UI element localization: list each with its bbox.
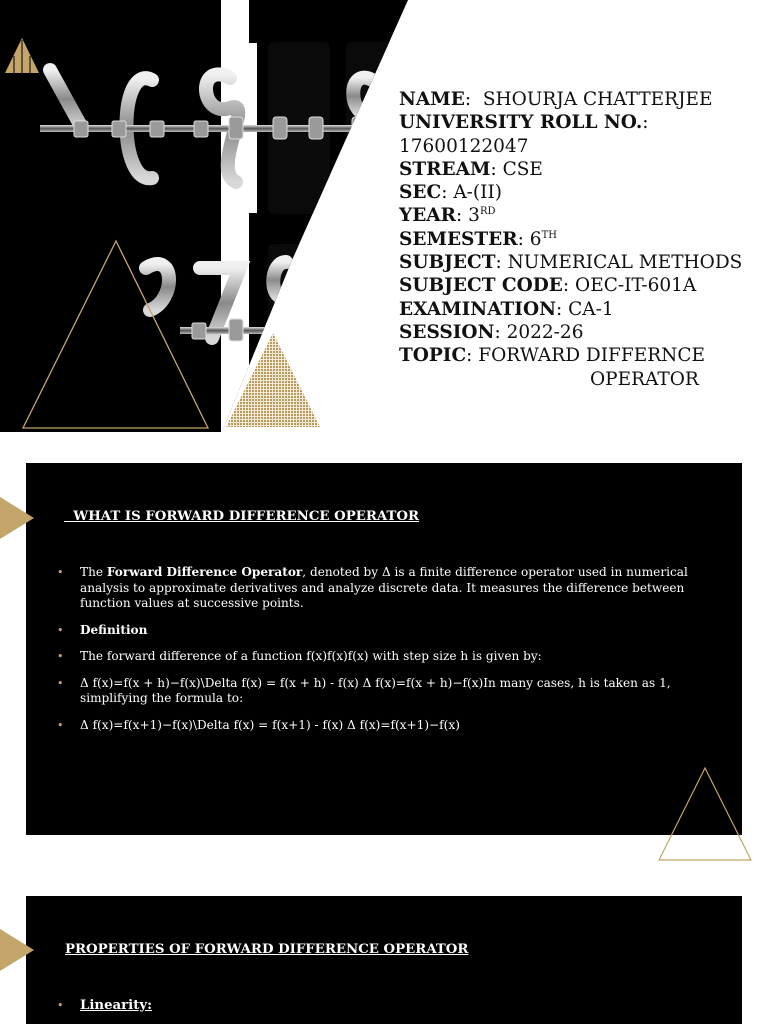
examination-row: EXAMINATION: CA-1 (399, 298, 614, 320)
topic-row-continued: OPERATOR (590, 368, 699, 390)
roll-row: UNIVERSITY ROLL NO.: (399, 112, 649, 134)
title-slide (0, 0, 768, 432)
semester-row: SEMESTER: 6TH (399, 228, 557, 250)
definition-slide (26, 463, 742, 835)
year-row: YEAR: 3RD (399, 205, 496, 227)
list-item: • The Forward Difference Operator, denoted by Δ is a finite difference operator used in numerical analysis to approximate derivatives and analyze discrete data. It measures the difference between function values at successive points. (57, 565, 688, 610)
outline-triangle-decoration (658, 767, 752, 861)
session-row: SESSION: 2022-26 (399, 321, 584, 343)
topic-row: TOPIC: FORWARD DIFFERNCE (399, 345, 706, 367)
slide-heading: WHAT IS FORWARD DIFFERENCE OPERATOR (64, 509, 420, 524)
list-item: • The forward difference of a function f(x)f(x)f(x) with step size h is given by: (57, 649, 542, 663)
list-item: • Δ f(x)=f(x+1)−f(x)\Delta f(x) = f(x+1) - f(x) Δ f(x)=f(x+1)−f(x) (57, 717, 460, 732)
student-info-block (399, 88, 759, 391)
list-item: • Linearity: (57, 998, 152, 1013)
stream-row: STREAM: CSE (399, 158, 543, 180)
list-item: • Δ f(x)=f(x + h)−f(x)\Delta f(x) = f(x + h) - f(x) Δ f(x)=f(x + h)−f(x)In many cases, h is taken as 1, simplifying the formula to: (57, 675, 671, 705)
name-row: NAME: SHOURJA CHATTERJEE (399, 89, 713, 110)
properties-slide (26, 896, 742, 1024)
subject-code-row: SUBJECT CODE: OEC-IT-601A (399, 275, 697, 297)
list-item: • Definition (57, 622, 148, 637)
subject-row: SUBJECT: NUMERICAL METHODS (399, 252, 743, 274)
definition-bullet-list (56, 565, 716, 744)
properties-bullet-list (56, 998, 716, 1024)
gold-arrow-triangle-decoration (0, 497, 34, 539)
roll-value: 17600122047 (399, 135, 529, 157)
gold-arrow-triangle-decoration (0, 929, 34, 971)
sec-row: SEC: A-(II) (399, 182, 502, 204)
slide-heading: PROPERTIES OF FORWARD DIFFERENCE OPERATOR (65, 942, 469, 957)
